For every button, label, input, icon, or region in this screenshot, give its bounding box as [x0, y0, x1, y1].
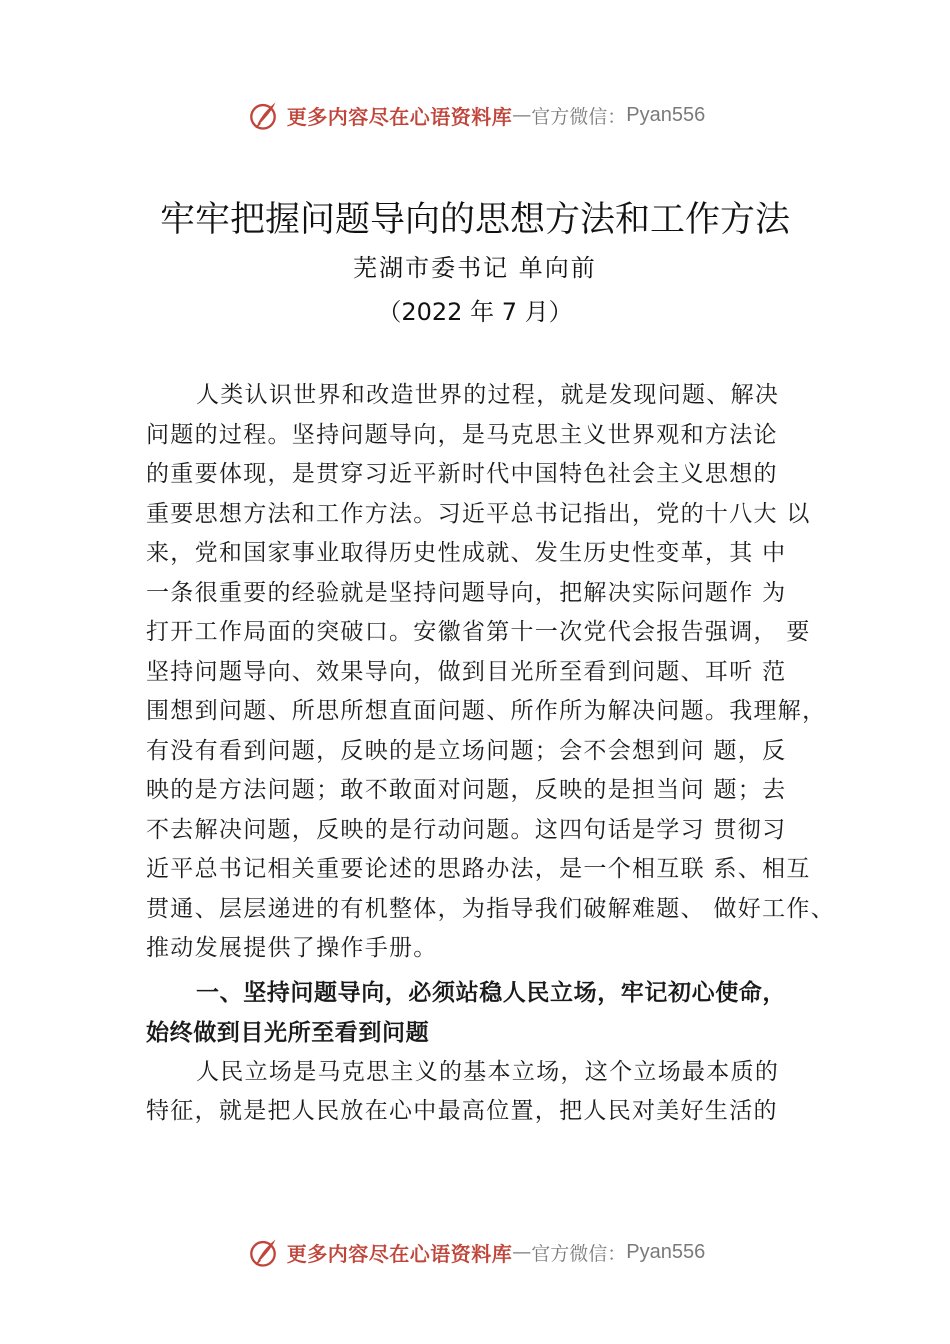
text-line: 来，党和国家事业取得历史性成就、发生历史性变革，其 中 — [146, 540, 787, 566]
document-body — [146, 376, 846, 1132]
text-line: 的重要体现，是贯穿习近平新时代中国特色社会主义思想的 — [146, 461, 778, 487]
text-line: 特征，就是把人民放在心中最高位置，把人民对美好生活的 — [146, 1098, 778, 1124]
document-title: 牢牢把握问题导向的思想方法和工作方法 — [159, 200, 790, 240]
text-line: 重要思想方法和工作方法。习近平总书记指出，党的十八大 以 — [146, 500, 811, 527]
section-heading-1 — [146, 973, 846, 1053]
document-author: 芜湖市委书记 单向前 — [353, 254, 597, 282]
text-line: 近平总书记相关重要论述的思路办法，是一个相互联 系、相互 — [146, 856, 811, 882]
watermark-label: 官方微信： — [531, 105, 627, 128]
watermark-wechat-id: Pyan556 — [626, 1240, 706, 1263]
text-line: 贯通、层层递进的有机整体，为指导我们破解难题、 做好工作、 — [146, 895, 836, 922]
heading-line: 始终做到目光所至看到问题 — [146, 1019, 430, 1046]
watermark-banner-bottom — [0, 1232, 950, 1272]
watermark-wechat-id: Pyan556 — [626, 103, 706, 126]
text-line: 围想到问题、所思所想直面问题、所作所为解决问题。我理解， — [146, 698, 827, 724]
quill-pen-logo-icon — [245, 97, 281, 133]
text-line: 一条很重要的经验就是坚持问题导向，把解决实际问题作 为 — [146, 579, 787, 606]
heading-line: 一、坚持问题导向，必须站稳人民立场，牢记初心使命， — [196, 979, 786, 1006]
document-date: （2022 年 7 月） — [377, 298, 573, 326]
paragraph-2 — [146, 1053, 846, 1132]
text-line: 打开工作局面的突破口。安徽省第十一次党代会报告强调， 要 — [146, 619, 811, 645]
watermark-brand: 更多内容尽在心语资料库 — [286, 1241, 513, 1266]
text-line: 推动发展提供了操作手册。 — [146, 935, 438, 961]
text-line: 映的是方法问题；敢不敢面对问题，反映的是担当问 题；去 — [146, 777, 787, 803]
text-line: 问题的过程。坚持问题导向，是马克思主义世界观和方法论 — [146, 421, 778, 448]
watermark-dash: — — [512, 104, 532, 126]
text-line: 有没有看到问题，反映的是立场问题；会不会想到问 题，反 — [146, 737, 787, 764]
watermark-dash: — — [512, 1241, 532, 1263]
text-line: 人民立场是马克思主义的基本立场，这个立场最本质的 — [196, 1058, 780, 1085]
watermark-brand: 更多内容尽在心语资料库 — [286, 104, 513, 129]
text-line: 坚持问题导向、效果导向，做到目光所至看到问题、耳听 范 — [146, 658, 787, 685]
quill-pen-logo-icon — [245, 1234, 281, 1270]
watermark-label: 官方微信： — [531, 1242, 627, 1265]
text-line: 人类认识世界和改造世界的过程，就是发现问题、解决 — [196, 382, 780, 408]
watermark-banner-top — [0, 95, 950, 135]
text-line: 不去解决问题，反映的是行动问题。这四句话是学习 贯彻习 — [146, 816, 787, 843]
paragraph-1 — [146, 376, 846, 969]
